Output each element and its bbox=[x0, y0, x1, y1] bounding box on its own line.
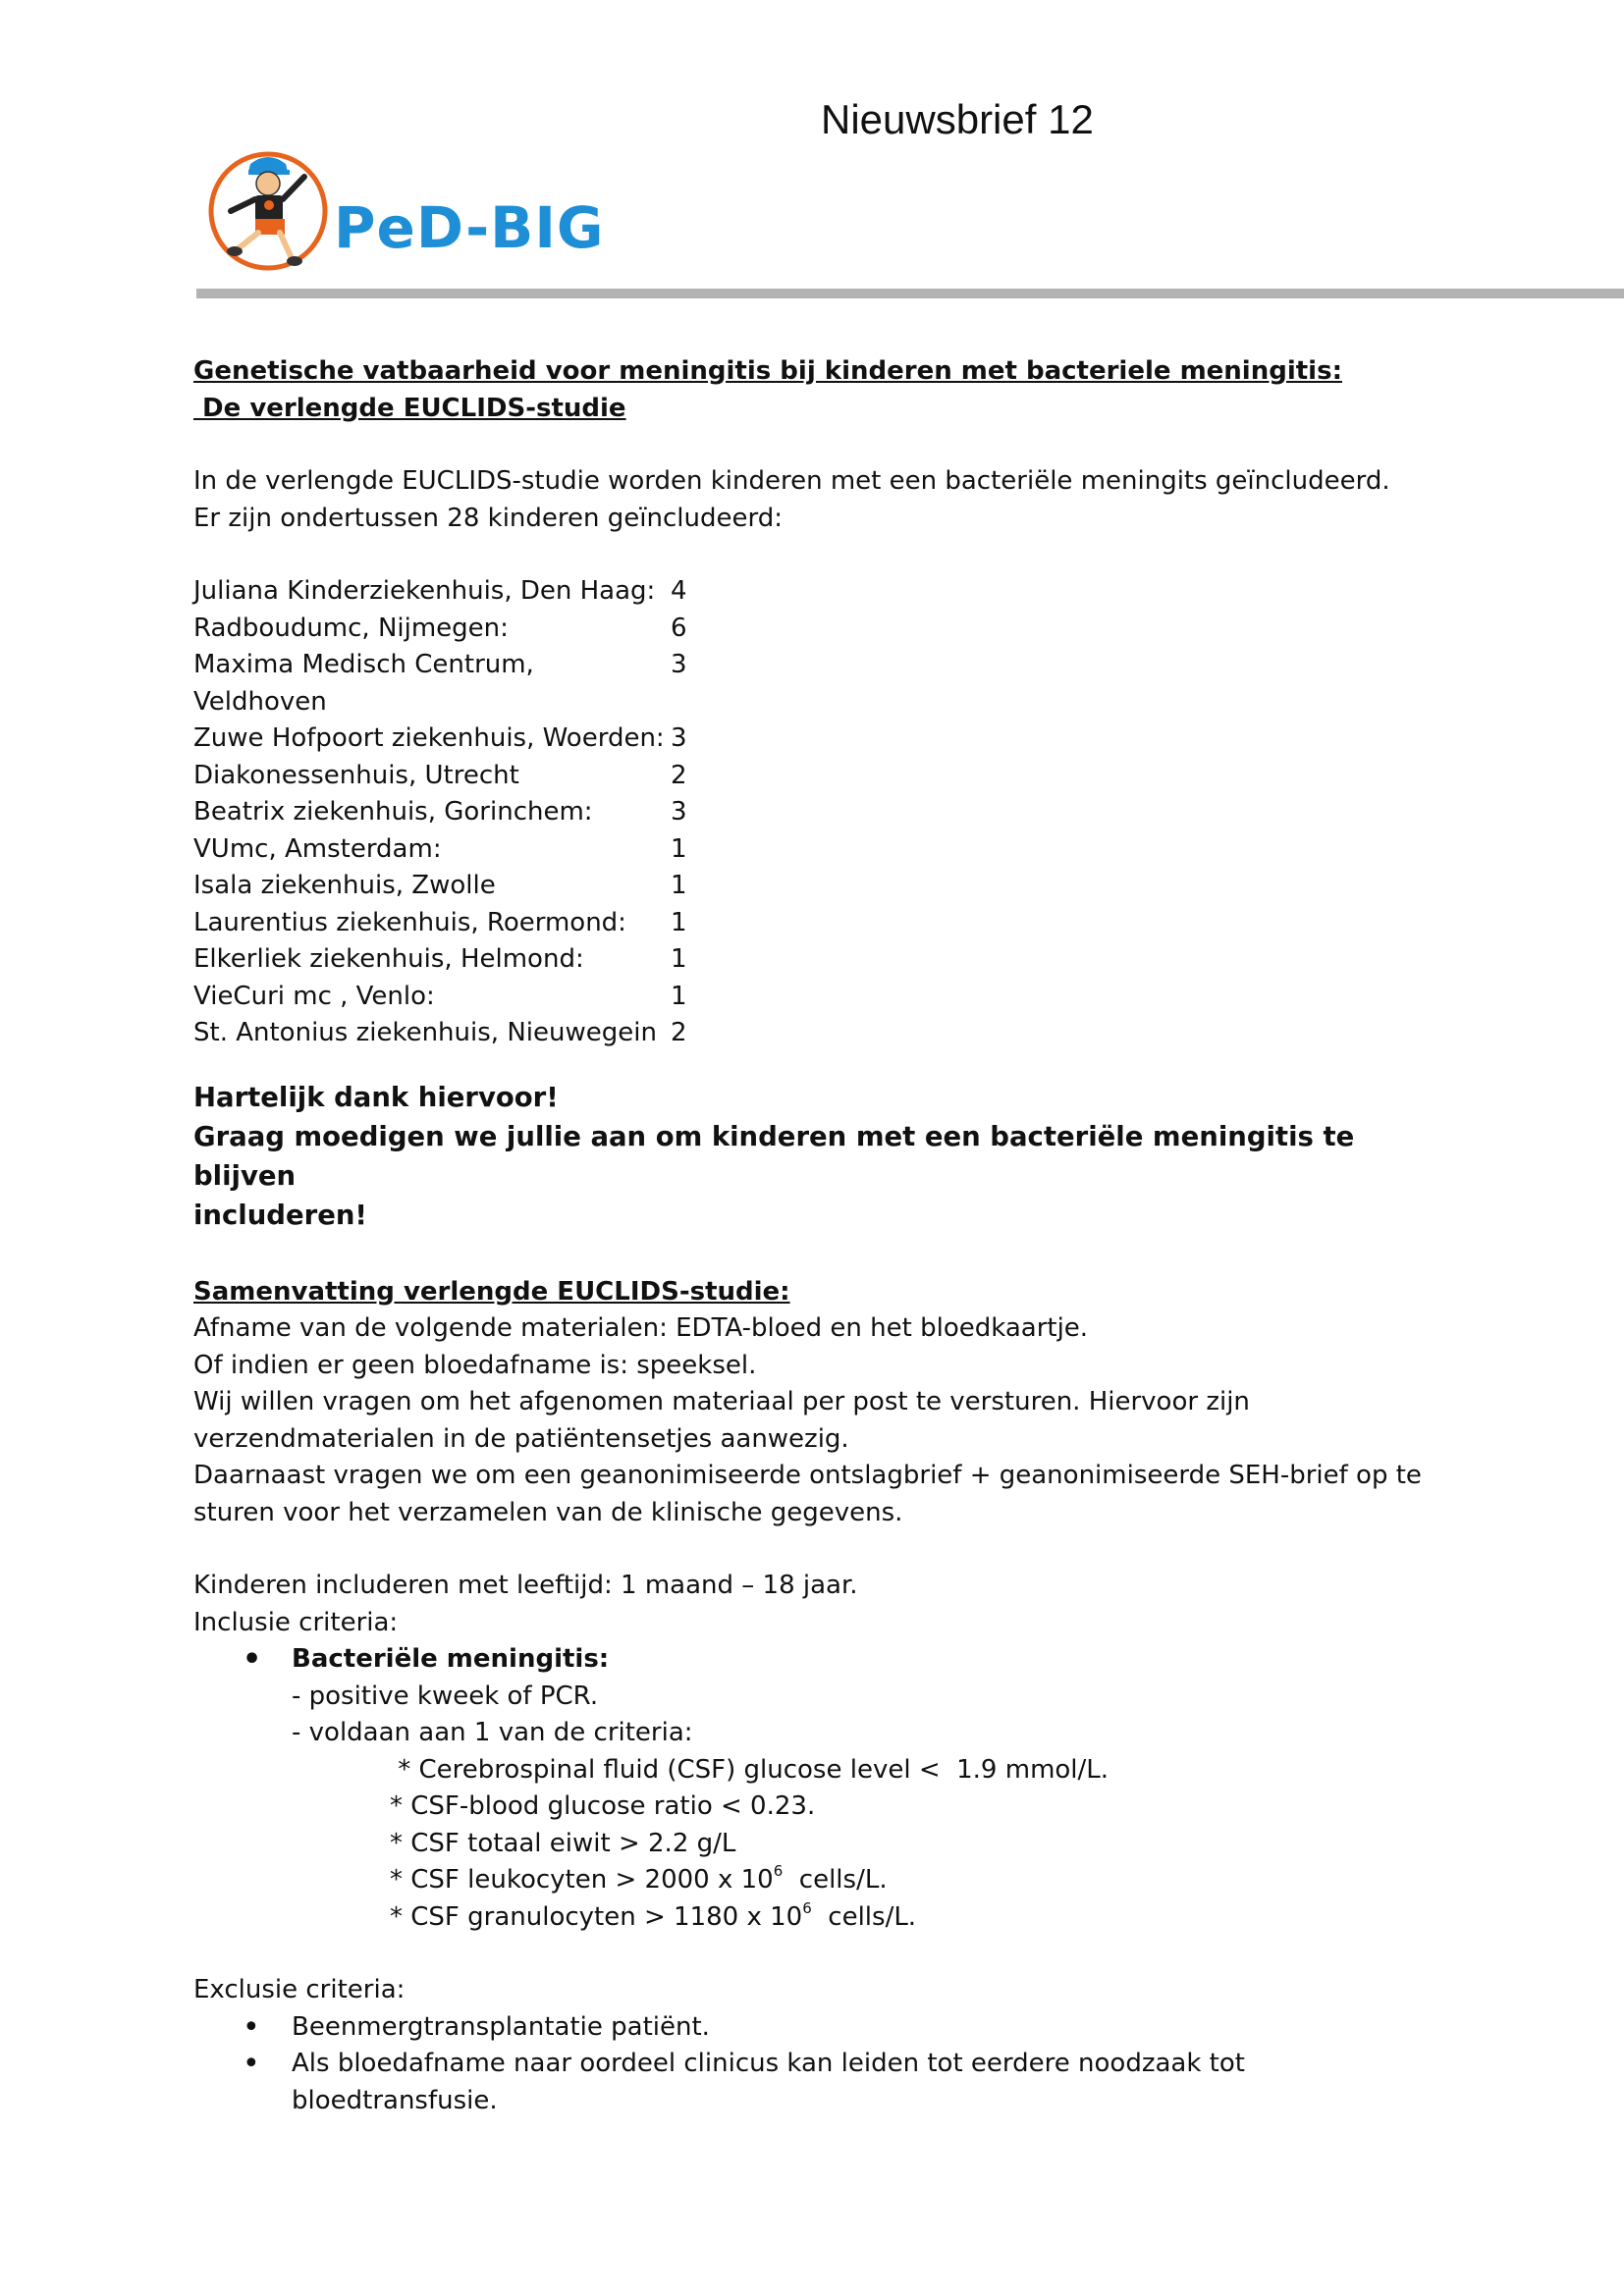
article-title-line-1: Genetische vatbaarheid voor meningitis bij kinderen met bacteriele meningitis: bbox=[193, 356, 1342, 386]
hospital-count: 3 bbox=[671, 797, 687, 827]
table-row bbox=[193, 941, 730, 979]
intro-line-2: Er zijn ondertussen 28 kinderen geïncludeerd: bbox=[193, 503, 783, 533]
table-row bbox=[193, 794, 730, 831]
logo-text: PeD-BIG bbox=[334, 194, 605, 261]
hospital-count: 1 bbox=[671, 944, 687, 974]
thanks-line-1: Hartelijk dank hiervoor! bbox=[193, 1081, 559, 1113]
criterion-text: * CSF granulocyten > 1180 x 10 bbox=[390, 1901, 803, 1932]
hospital-table bbox=[193, 573, 730, 1052]
summary-line: Wij willen vragen om het afgenomen materiaal per post te versturen. Hiervoor zijn bbox=[193, 1387, 1250, 1416]
hospital-name: Radboudumc, Nijmegen: bbox=[193, 613, 509, 643]
criterion-line bbox=[193, 1899, 1450, 1937]
inclusion-sub-line: - positive kweek of PCR. bbox=[292, 1681, 599, 1711]
table-row bbox=[193, 868, 730, 905]
thanks-line-3: includeren! bbox=[193, 1199, 367, 1231]
hospital-count: 1 bbox=[671, 907, 687, 937]
inclusion-heading: Inclusie criteria: bbox=[193, 1607, 399, 1637]
hospital-name: Juliana Kinderziekenhuis, Den Haag: bbox=[193, 576, 656, 606]
summary-line: Daarnaast vragen we om een geanonimiseerde ontslagbrief + geanonimiseerde SEH-brief op te bbox=[193, 1461, 1422, 1490]
criterion-line: * CSF totaal eiwit > 2.2 g/L bbox=[390, 1828, 736, 1858]
hospital-count: 1 bbox=[671, 981, 687, 1011]
hospital-name: VieCuri mc , Venlo: bbox=[193, 981, 435, 1011]
intro-line-1: In de verlengde EUCLIDS-studie worden kinderen met een bacteriële meningits geïncludeerd. bbox=[193, 466, 1390, 496]
summary-line: verzendmaterialen in de patiëntensetjes aanwezig. bbox=[193, 1423, 849, 1454]
criterion-line: * CSF-blood glucose ratio < 0.23. bbox=[390, 1791, 816, 1821]
summary-line: Afname van de volgende materialen: EDTA-bloed en het bloedkaartje. bbox=[193, 1313, 1089, 1343]
table-row bbox=[193, 721, 730, 758]
hospital-count: 6 bbox=[671, 613, 687, 643]
header-divider bbox=[196, 289, 1624, 298]
hospital-name: Isala ziekenhuis, Zwolle bbox=[193, 871, 496, 900]
hospital-name: Beatrix ziekenhuis, Gorinchem: bbox=[193, 797, 593, 827]
criterion-line: * Cerebrospinal fluid (CSF) glucose level < 1.9 mmol/L. bbox=[390, 1754, 1110, 1785]
article-title-line-2: De verlengde EUCLIDS-studie bbox=[193, 393, 626, 423]
hospital-name: VUmc, Amsterdam: bbox=[193, 833, 442, 864]
exclusion-heading: Exclusie criteria: bbox=[193, 1975, 406, 2004]
criterion-line bbox=[193, 1862, 1450, 1899]
table-row bbox=[193, 573, 730, 611]
hospital-count: 3 bbox=[671, 723, 687, 753]
table-row bbox=[193, 979, 730, 1016]
hospital-count: 1 bbox=[671, 871, 687, 900]
table-row bbox=[193, 831, 730, 869]
criterion-text: * CSF leukocyten > 2000 x 10 bbox=[390, 1865, 774, 1895]
criterion-unit: cells/L. bbox=[783, 1865, 888, 1895]
hospital-name: Elkerliek ziekenhuis, Helmond: bbox=[193, 944, 584, 974]
table-row bbox=[193, 1015, 730, 1052]
exclusion-item: • Als bloedafname naar oordeel clinicus kan leiden tot eerdere noodzaak tot bloedtransfusie. bbox=[193, 2046, 1450, 2119]
table-row bbox=[193, 905, 730, 942]
table-row bbox=[193, 758, 730, 795]
age-line: Kinderen includeren met leeftijd: 1 maand – 18 jaar. bbox=[193, 1571, 858, 1600]
inclusion-list bbox=[193, 1641, 1450, 1679]
hospital-name: Maxima Medisch Centrum, Veldhoven bbox=[193, 650, 534, 717]
criterion-unit: cells/L. bbox=[811, 1901, 917, 1932]
newsletter-title: Nieuwsbrief 12 bbox=[821, 96, 1094, 142]
hospital-count: 3 bbox=[671, 650, 687, 679]
inclusion-item: • Bacteriële meningitis: bbox=[193, 1641, 1450, 1679]
exclusion-item: • Beenmergtransplantatie patiënt. bbox=[193, 2009, 1450, 2047]
hospital-count: 2 bbox=[671, 760, 687, 790]
hospital-name: Zuwe Hofpoort ziekenhuis, Woerden: bbox=[193, 723, 665, 753]
hospital-count: 2 bbox=[671, 1018, 687, 1047]
table-row bbox=[193, 611, 730, 648]
page-header bbox=[0, 0, 1624, 314]
hospital-name: Laurentius ziekenhuis, Roermond: bbox=[193, 907, 626, 937]
criterion-exponent: 6 bbox=[773, 1862, 784, 1880]
criterion-exponent: 6 bbox=[802, 1898, 812, 1917]
summary-line: Of indien er geen bloedafname is: speeksel. bbox=[193, 1350, 757, 1380]
thanks-line-2: Graag moedigen we jullie aan om kinderen met een bacteriële meningitis te blijven bbox=[193, 1120, 1355, 1192]
summary-heading: Samenvatting verlengde EUCLIDS-studie: bbox=[193, 1276, 790, 1307]
table-row bbox=[193, 647, 730, 721]
hospital-count: 1 bbox=[671, 833, 687, 864]
article-body bbox=[193, 353, 1450, 2119]
inclusion-sub-line: - voldaan aan 1 van de criteria: bbox=[292, 1718, 693, 1747]
hospital-name: Diakonessenhuis, Utrecht bbox=[193, 760, 519, 790]
summary-line: sturen voor het verzamelen van de klinische gegevens. bbox=[193, 1497, 903, 1527]
hospital-count: 4 bbox=[671, 576, 687, 606]
exclusion-list bbox=[193, 2009, 1450, 2120]
hospital-name: St. Antonius ziekenhuis, Nieuwegein bbox=[193, 1018, 657, 1047]
